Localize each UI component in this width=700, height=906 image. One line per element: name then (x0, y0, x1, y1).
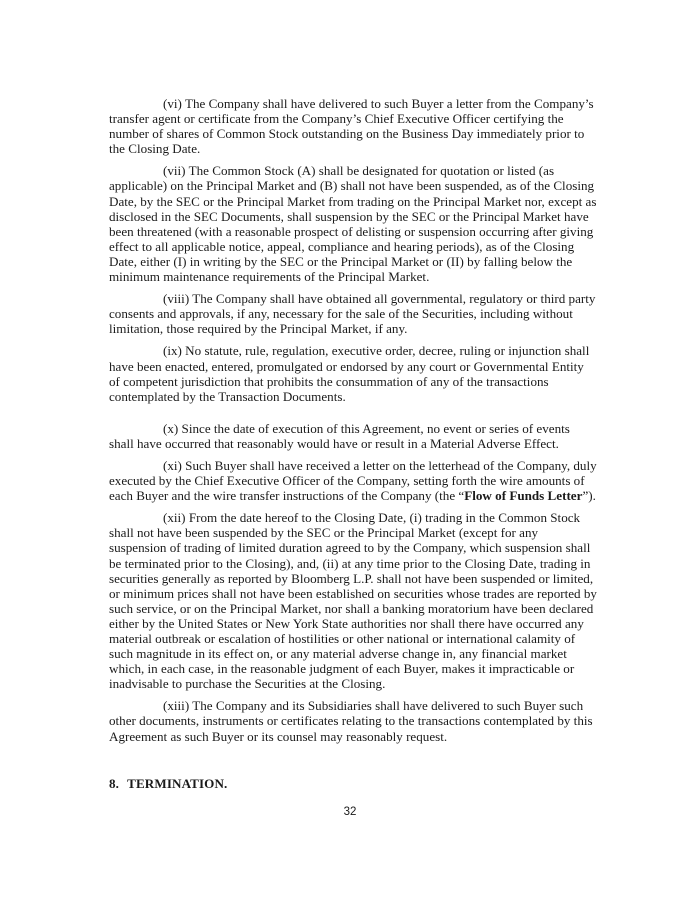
paragraph-ix: (ix) No statute, rule, regulation, executive order, decree, ruling or injunction shall have been enacted, entered, promulgated or endorsed by any court or Governmental Entity of competent jurisdiction that prohibits the consummation of any of the transactions contemplated by the Transaction Documents. (109, 343, 590, 404)
page-number: 32 (343, 806, 357, 818)
paragraph-xi-closing: ”). (582, 488, 596, 504)
paragraph-xii: (xii) From the date hereof to the Closing Date, (i) trading in the Common Stock shall not have been suspended by the SEC or the Principal Market (except for any suspension of trading of limited duration agreed to by the Company, which suspension shall be terminated prior to the Closing), and, (ii) at any time prior to the Closing Date, trading in securities generally as reported by Bloomberg L.P. shall not have been suspended or limited, or minimum prices shall not have been established on securities whose trades are reported by such service, or on the Principal Market, nor shall a banking moratorium have been declared either by the United States or New York State authorities nor shall there have occurred any material outbreak or escalation of hostilities or other national or international calamity of such magnitude in its effect on, or any material adverse change in, any financial market which, in each case, in the reasonable judgment of each Buyer, makes it impracticable or inadvisable to purchase the Securities at the Closing. (109, 510, 597, 692)
paragraph-vii: (vii) The Common Stock (A) shall be designated for quotation or listed (as applicable) on the Principal Market and (B) shall not have been suspended, as of the Closing Date, by the SEC or the Principal Market from trading on the Principal Market nor, except as disclosed in the SEC Documents, shall suspension by the SEC or the Principal Market have been threatened (with a reasonable prospect of delisting or suspension occurring after giving effect to all applicable notice, appeal, compliance and hearing periods), as of the Closing Date, either (I) in writing by the SEC or the Principal Market or (II) by falling below the minimum maintenance requirements of the Principal Market. (109, 163, 597, 285)
paragraph-x: (x) Since the date of execution of this Agreement, no event or series of events shall have occurred that reasonably would have or result in a Material Adverse Effect. (109, 420, 570, 451)
paragraph-xi (109, 458, 597, 503)
section-number: 8. (109, 776, 120, 791)
section-title: TERMINATION. (127, 776, 228, 791)
body-text (109, 96, 597, 751)
paragraph-xiii: (xiii) The Company and its Subsidiaries shall have delivered to such Buyer such other documents, instruments or certificates relating to the transactions contemplated by this Agreement as such Buyer or its counsel may reasonably request. (109, 698, 593, 744)
section-heading (109, 776, 227, 792)
paragraph-xi-text: (xi) Such Buyer shall have received a letter on the letterhead of the Company, duly executed by the Chief Executive Officer of the Company, setting forth the wire amounts of each Buyer and the wire transfer instructions of the Company (the “ (109, 457, 597, 504)
paragraph-viii: (viii) The Company shall have obtained all governmental, regulatory or third party consents and approvals, if any, necessary for the sale of the Securities, including without limitation, those required by the Principal Market, if any. (109, 291, 596, 337)
paragraph-vi: (vi) The Company shall have delivered to such Buyer a letter from the Company’s transfer agent or certificate from the Company’s Chief Executive Officer certifying the number of shares of Common Stock outstanding on the Business Day immediately prior to the Closing Date. (109, 96, 594, 157)
defined-term-flow-of-funds-letter: Flow of Funds Letter (464, 488, 583, 504)
